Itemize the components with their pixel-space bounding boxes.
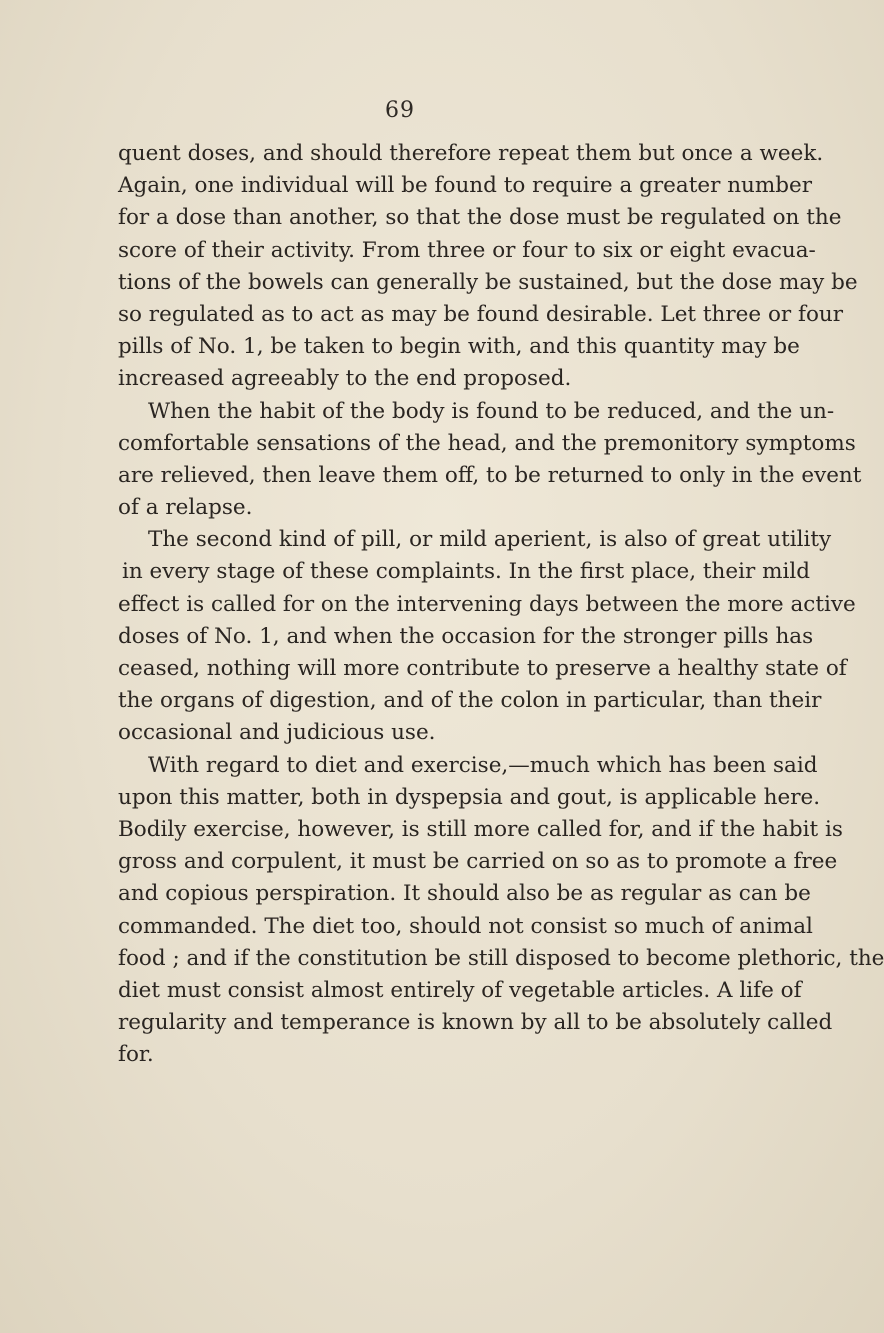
text-line: increased agreeably to the end proposed. xyxy=(118,366,572,392)
text-line: regularity and temperance is known by all to be absolutely called xyxy=(118,1010,833,1036)
text-line: doses of No. 1, and when the occasion for the stronger pills has xyxy=(118,623,814,649)
text-line: tions of the bowels can generally be sustained, but the dose may be xyxy=(118,269,858,295)
text-line: occasional and judicious use. xyxy=(118,720,436,746)
text-line: pills of No. 1, be taken to begin with, and this quantity may be xyxy=(118,334,800,360)
paragraph xyxy=(118,524,856,749)
paragraph xyxy=(118,138,858,396)
paragraph xyxy=(118,396,862,525)
text-line: score of their activity. From three or four to six or eight evacua- xyxy=(118,237,816,263)
text-line: so regulated as to act as may be found desirable. Let three or four xyxy=(118,301,844,327)
text-line: quent doses, and should therefore repeat them but once a week. xyxy=(118,141,824,166)
text-line: the organs of digestion, and of the colon in particular, than their xyxy=(118,688,822,714)
text-line: When the habit of the body is found to be reduced, and the un- xyxy=(148,398,835,424)
text-line: comfortable sensations of the head, and the premonitory symptoms xyxy=(118,430,856,456)
text-line: are relieved, then leave them off, to be returned to only in the event xyxy=(118,462,862,488)
text-line: The second kind of pill, or mild aperient, is also of great utility xyxy=(148,527,832,553)
text-line: Bodily exercise, however, is still more called for, and if the habit is xyxy=(118,816,843,842)
text-line: gross and corpulent, it must be carried on so as to promote a free xyxy=(118,849,838,875)
page-number: 69 xyxy=(385,98,415,123)
text-line: for. xyxy=(118,1042,154,1068)
text-line: upon this matter, both in dyspepsia and gout, is applicable here. xyxy=(118,784,821,810)
body-text xyxy=(118,138,884,1071)
text-line: of a relapse. xyxy=(118,495,253,521)
text-line: diet must consist almost entirely of vegetable articles. A life of xyxy=(118,977,802,1003)
paragraph xyxy=(118,750,884,1072)
text-line: With regard to diet and exercise,—much which has been said xyxy=(148,752,818,778)
text-line: effect is called for on the intervening days between the more active xyxy=(118,591,856,617)
text-line: and copious perspiration. It should also be as regular as can be xyxy=(118,881,811,907)
text-line: Again, one individual will be found to require a greater number xyxy=(118,173,813,199)
text-line: commanded. The diet too, should not consist so much of animal xyxy=(118,913,813,939)
text-line: in every stage of these complaints. In the first place, their mild xyxy=(122,559,810,585)
text-line: for a dose than another, so that the dose must be regulated on the xyxy=(118,205,842,231)
text-line: ceased, nothing will more contribute to preserve a healthy state of xyxy=(118,656,847,681)
text-line: food ; and if the constitution be still disposed to become plethoric, the xyxy=(118,945,884,971)
